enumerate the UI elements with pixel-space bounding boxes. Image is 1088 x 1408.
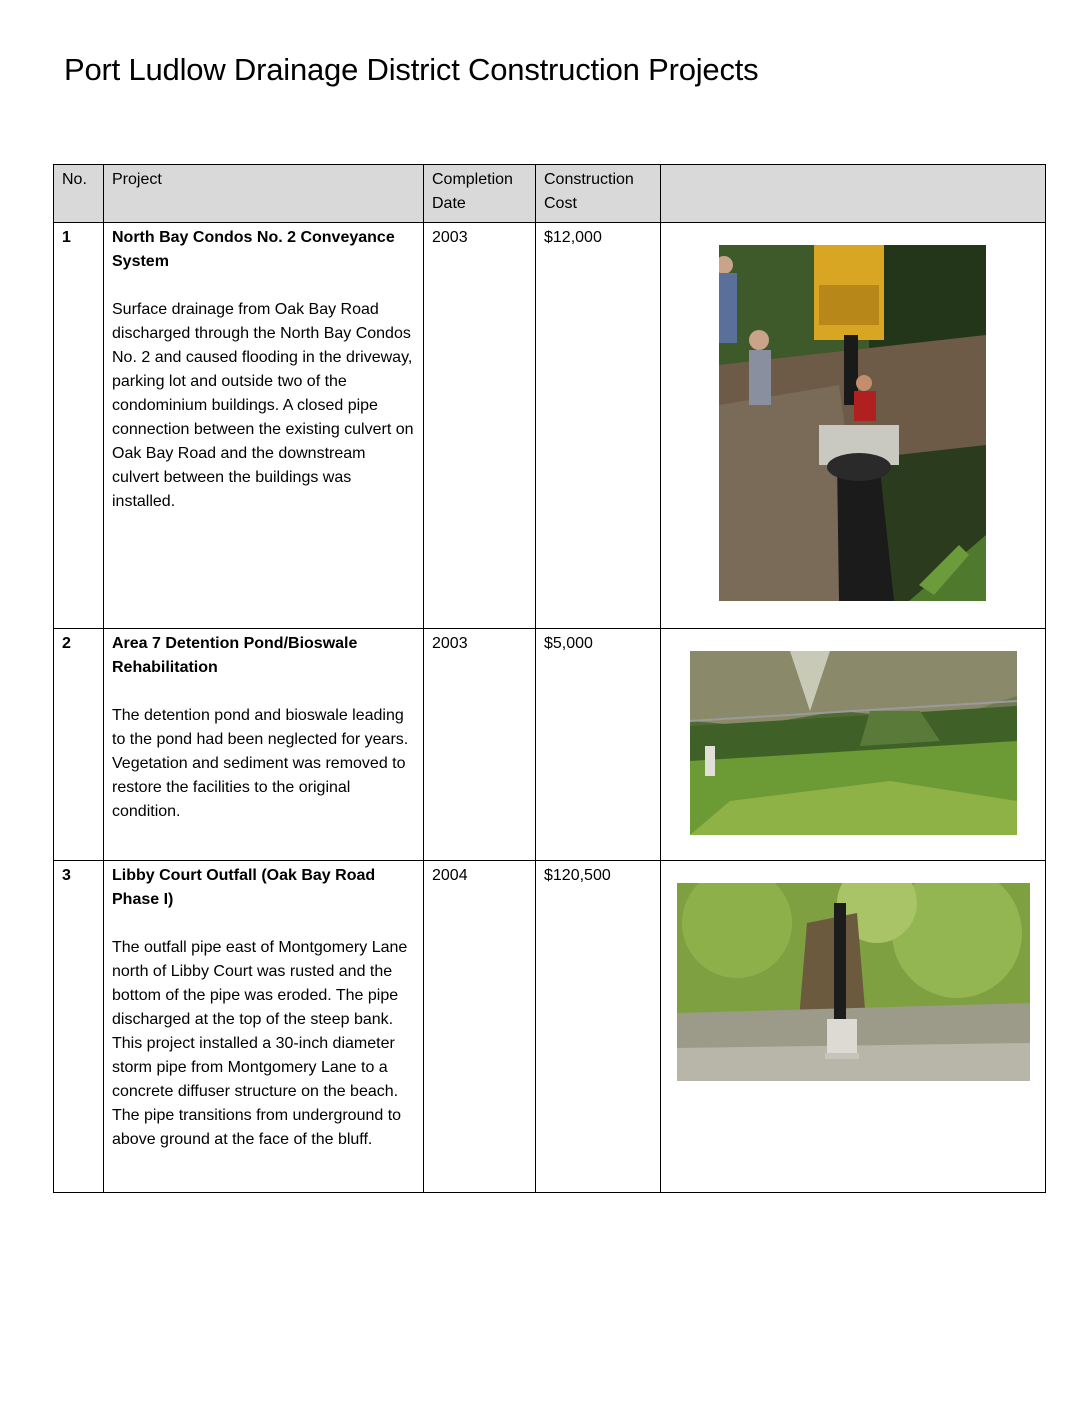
projects-table bbox=[53, 164, 1046, 1193]
construction-cost: $120,500 bbox=[536, 861, 661, 1193]
row-number: 2 bbox=[54, 629, 104, 861]
project-name: Area 7 Detention Pond/Bioswale Rehabilitation bbox=[112, 635, 358, 676]
table-row bbox=[54, 861, 1046, 1193]
construction-cost: $12,000 bbox=[536, 223, 661, 629]
project-name: Libby Court Outfall (Oak Bay Road Phase I) bbox=[112, 867, 376, 908]
table-row bbox=[54, 223, 1046, 629]
header-completion-date: Completion Date bbox=[424, 165, 536, 223]
header-no: No. bbox=[54, 165, 104, 223]
project-name: North Bay Condos No. 2 Conveyance System bbox=[112, 229, 395, 270]
project-description: The outfall pipe east of Montgomery Lane north of Libby Court was rusted and the bottom of the pipe was eroded. The pipe discharged at the top of the steep bank. This project installed a 30-inch diameter storm pipe from Montgomery Lane to a concrete diffuser structure on the beach. The pipe transitions from underground to above ground at the face of the bluff. bbox=[112, 939, 408, 1148]
excavator-installing-pipe-photo bbox=[719, 245, 986, 601]
construction-cost: $5,000 bbox=[536, 629, 661, 861]
row-number: 1 bbox=[54, 223, 104, 629]
table-row bbox=[54, 629, 1046, 861]
header-photo bbox=[661, 165, 1046, 223]
completion-date: 2003 bbox=[424, 629, 536, 861]
project-description: Surface drainage from Oak Bay Road discharged through the North Bay Condos No. 2 and caused flooding in the driveway, parking lot and outside two of the condominium buildings. A closed pipe connection between the existing culvert on Oak Bay Road and the downstream culvert between the buildings was installed. bbox=[112, 301, 414, 510]
header-project: Project bbox=[104, 165, 424, 223]
project-description: The detention pond and bioswale leading to the pond had been neglected for years. Vegetation and sediment was removed to restore the facilities to the original condition. bbox=[112, 707, 409, 820]
completion-date: 2004 bbox=[424, 861, 536, 1193]
project-cell bbox=[104, 629, 424, 861]
page-title: Port Ludlow Drainage District Construction Projects bbox=[64, 52, 759, 87]
photo-cell bbox=[661, 223, 1046, 629]
completion-date: 2003 bbox=[424, 223, 536, 629]
project-cell bbox=[104, 223, 424, 629]
bluff-outfall-pipe-photo bbox=[677, 883, 1030, 1081]
photo-cell bbox=[661, 629, 1046, 861]
row-number: 3 bbox=[54, 861, 104, 1193]
grassy-detention-pond-photo bbox=[690, 651, 1017, 835]
header-construction-cost: Construction Cost bbox=[536, 165, 661, 223]
project-cell bbox=[104, 861, 424, 1193]
photo-cell bbox=[661, 861, 1046, 1193]
table-header-row bbox=[54, 165, 1046, 223]
